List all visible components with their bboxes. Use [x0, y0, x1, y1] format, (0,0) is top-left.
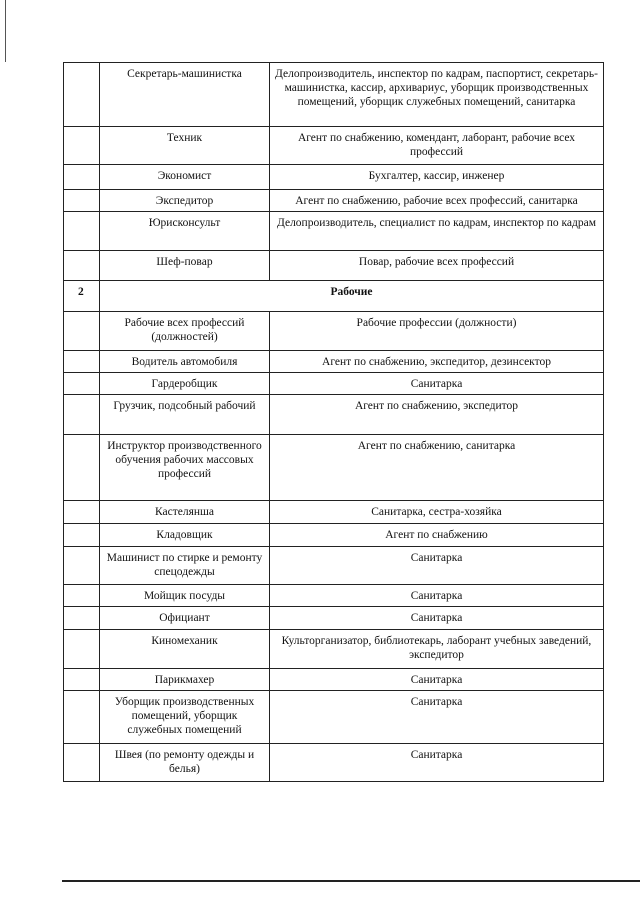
table-row	[64, 691, 604, 744]
table-row	[64, 127, 604, 165]
scan-margin-line	[5, 0, 6, 62]
position-cell: Кастелянша	[100, 501, 270, 524]
row-number-cell	[64, 585, 100, 607]
substitutes-cell: Делопроизводитель, инспектор по кадрам, паспортист, секретарь-машинистка, кассир, архивариус, уборщик производственных помещений, уборщик служебных помещений, санитарка	[270, 63, 604, 127]
position-cell: Экспедитор	[100, 190, 270, 212]
row-number-cell	[64, 190, 100, 212]
row-number-cell	[64, 691, 100, 744]
scan-bottom-edge	[62, 880, 640, 882]
table-row	[64, 501, 604, 524]
section-number: 2	[64, 281, 100, 312]
table-row	[64, 524, 604, 547]
table-row	[64, 585, 604, 607]
row-number-cell	[64, 63, 100, 127]
position-cell: Секретарь-машинистка	[100, 63, 270, 127]
substitutes-cell: Бухгалтер, кассир, инженер	[270, 165, 604, 190]
row-number-cell	[64, 251, 100, 281]
substitutes-cell: Повар, рабочие всех профессий	[270, 251, 604, 281]
position-cell: Официант	[100, 607, 270, 630]
position-cell: Экономист	[100, 165, 270, 190]
substitutes-cell: Санитарка	[270, 607, 604, 630]
table-row	[64, 630, 604, 669]
row-number-cell	[64, 373, 100, 395]
position-cell: Мойщик посуды	[100, 585, 270, 607]
substitutes-cell: Агент по снабжению, экспедитор, дезинсектор	[270, 351, 604, 373]
row-number-cell	[64, 165, 100, 190]
substitutes-cell: Санитарка	[270, 691, 604, 744]
substitutes-cell: Санитарка	[270, 744, 604, 782]
position-cell: Уборщик производственных помещений, уборщик служебных помещений	[100, 691, 270, 744]
position-cell: Техник	[100, 127, 270, 165]
row-number-cell	[64, 127, 100, 165]
substitutes-cell: Агент по снабжению, санитарка	[270, 435, 604, 501]
substitutes-cell: Агент по снабжению, экспедитор	[270, 395, 604, 435]
substitutes-cell: Культорганизатор, библиотекарь, лаборант учебных заведений, экспедитор	[270, 630, 604, 669]
table-row	[64, 212, 604, 251]
table-row	[64, 165, 604, 190]
table-row	[64, 63, 604, 127]
substitutes-cell: Делопроизводитель, специалист по кадрам, инспектор по кадрам	[270, 212, 604, 251]
row-number-cell	[64, 435, 100, 501]
row-number-cell	[64, 524, 100, 547]
position-cell: Грузчик, подсобный рабочий	[100, 395, 270, 435]
substitutes-cell: Санитарка	[270, 373, 604, 395]
row-number-cell	[64, 212, 100, 251]
row-number-cell	[64, 312, 100, 351]
position-cell: Инструктор производственного обучения рабочих массовых профессий	[100, 435, 270, 501]
position-cell: Кладовщик	[100, 524, 270, 547]
row-number-cell	[64, 547, 100, 585]
substitutes-cell: Санитарка	[270, 585, 604, 607]
table-row	[64, 669, 604, 691]
table-row	[64, 373, 604, 395]
position-cell: Швея (по ремонту одежды и белья)	[100, 744, 270, 782]
row-number-cell	[64, 501, 100, 524]
table-row	[64, 251, 604, 281]
substitutes-cell: Агент по снабжению	[270, 524, 604, 547]
section-row	[64, 281, 604, 312]
substitutes-cell: Санитарка	[270, 669, 604, 691]
table-row	[64, 547, 604, 585]
position-cell: Машинист по стирке и ремонту спецодежды	[100, 547, 270, 585]
section-title: Рабочие	[100, 281, 604, 312]
substitution-table	[63, 62, 604, 782]
row-number-cell	[64, 351, 100, 373]
position-cell: Шеф-повар	[100, 251, 270, 281]
position-cell: Рабочие всех профессий (должностей)	[100, 312, 270, 351]
row-number-cell	[64, 607, 100, 630]
row-number-cell	[64, 395, 100, 435]
table-row	[64, 312, 604, 351]
substitutes-cell: Санитарка	[270, 547, 604, 585]
substitutes-cell: Рабочие профессии (должности)	[270, 312, 604, 351]
position-cell: Киномеханик	[100, 630, 270, 669]
row-number-cell	[64, 669, 100, 691]
position-cell: Юрисконсульт	[100, 212, 270, 251]
table-row	[64, 190, 604, 212]
position-cell: Парикмахер	[100, 669, 270, 691]
table-row	[64, 351, 604, 373]
table-row	[64, 435, 604, 501]
substitutes-cell: Агент по снабжению, рабочие всех профессий, санитарка	[270, 190, 604, 212]
position-cell: Гардеробщик	[100, 373, 270, 395]
table-row	[64, 744, 604, 782]
table-row	[64, 607, 604, 630]
substitutes-cell: Санитарка, сестра-хозяйка	[270, 501, 604, 524]
substitutes-cell: Агент по снабжению, комендант, лаборант, рабочие всех профессий	[270, 127, 604, 165]
row-number-cell	[64, 744, 100, 782]
row-number-cell	[64, 630, 100, 669]
position-cell: Водитель автомобиля	[100, 351, 270, 373]
table-row	[64, 395, 604, 435]
